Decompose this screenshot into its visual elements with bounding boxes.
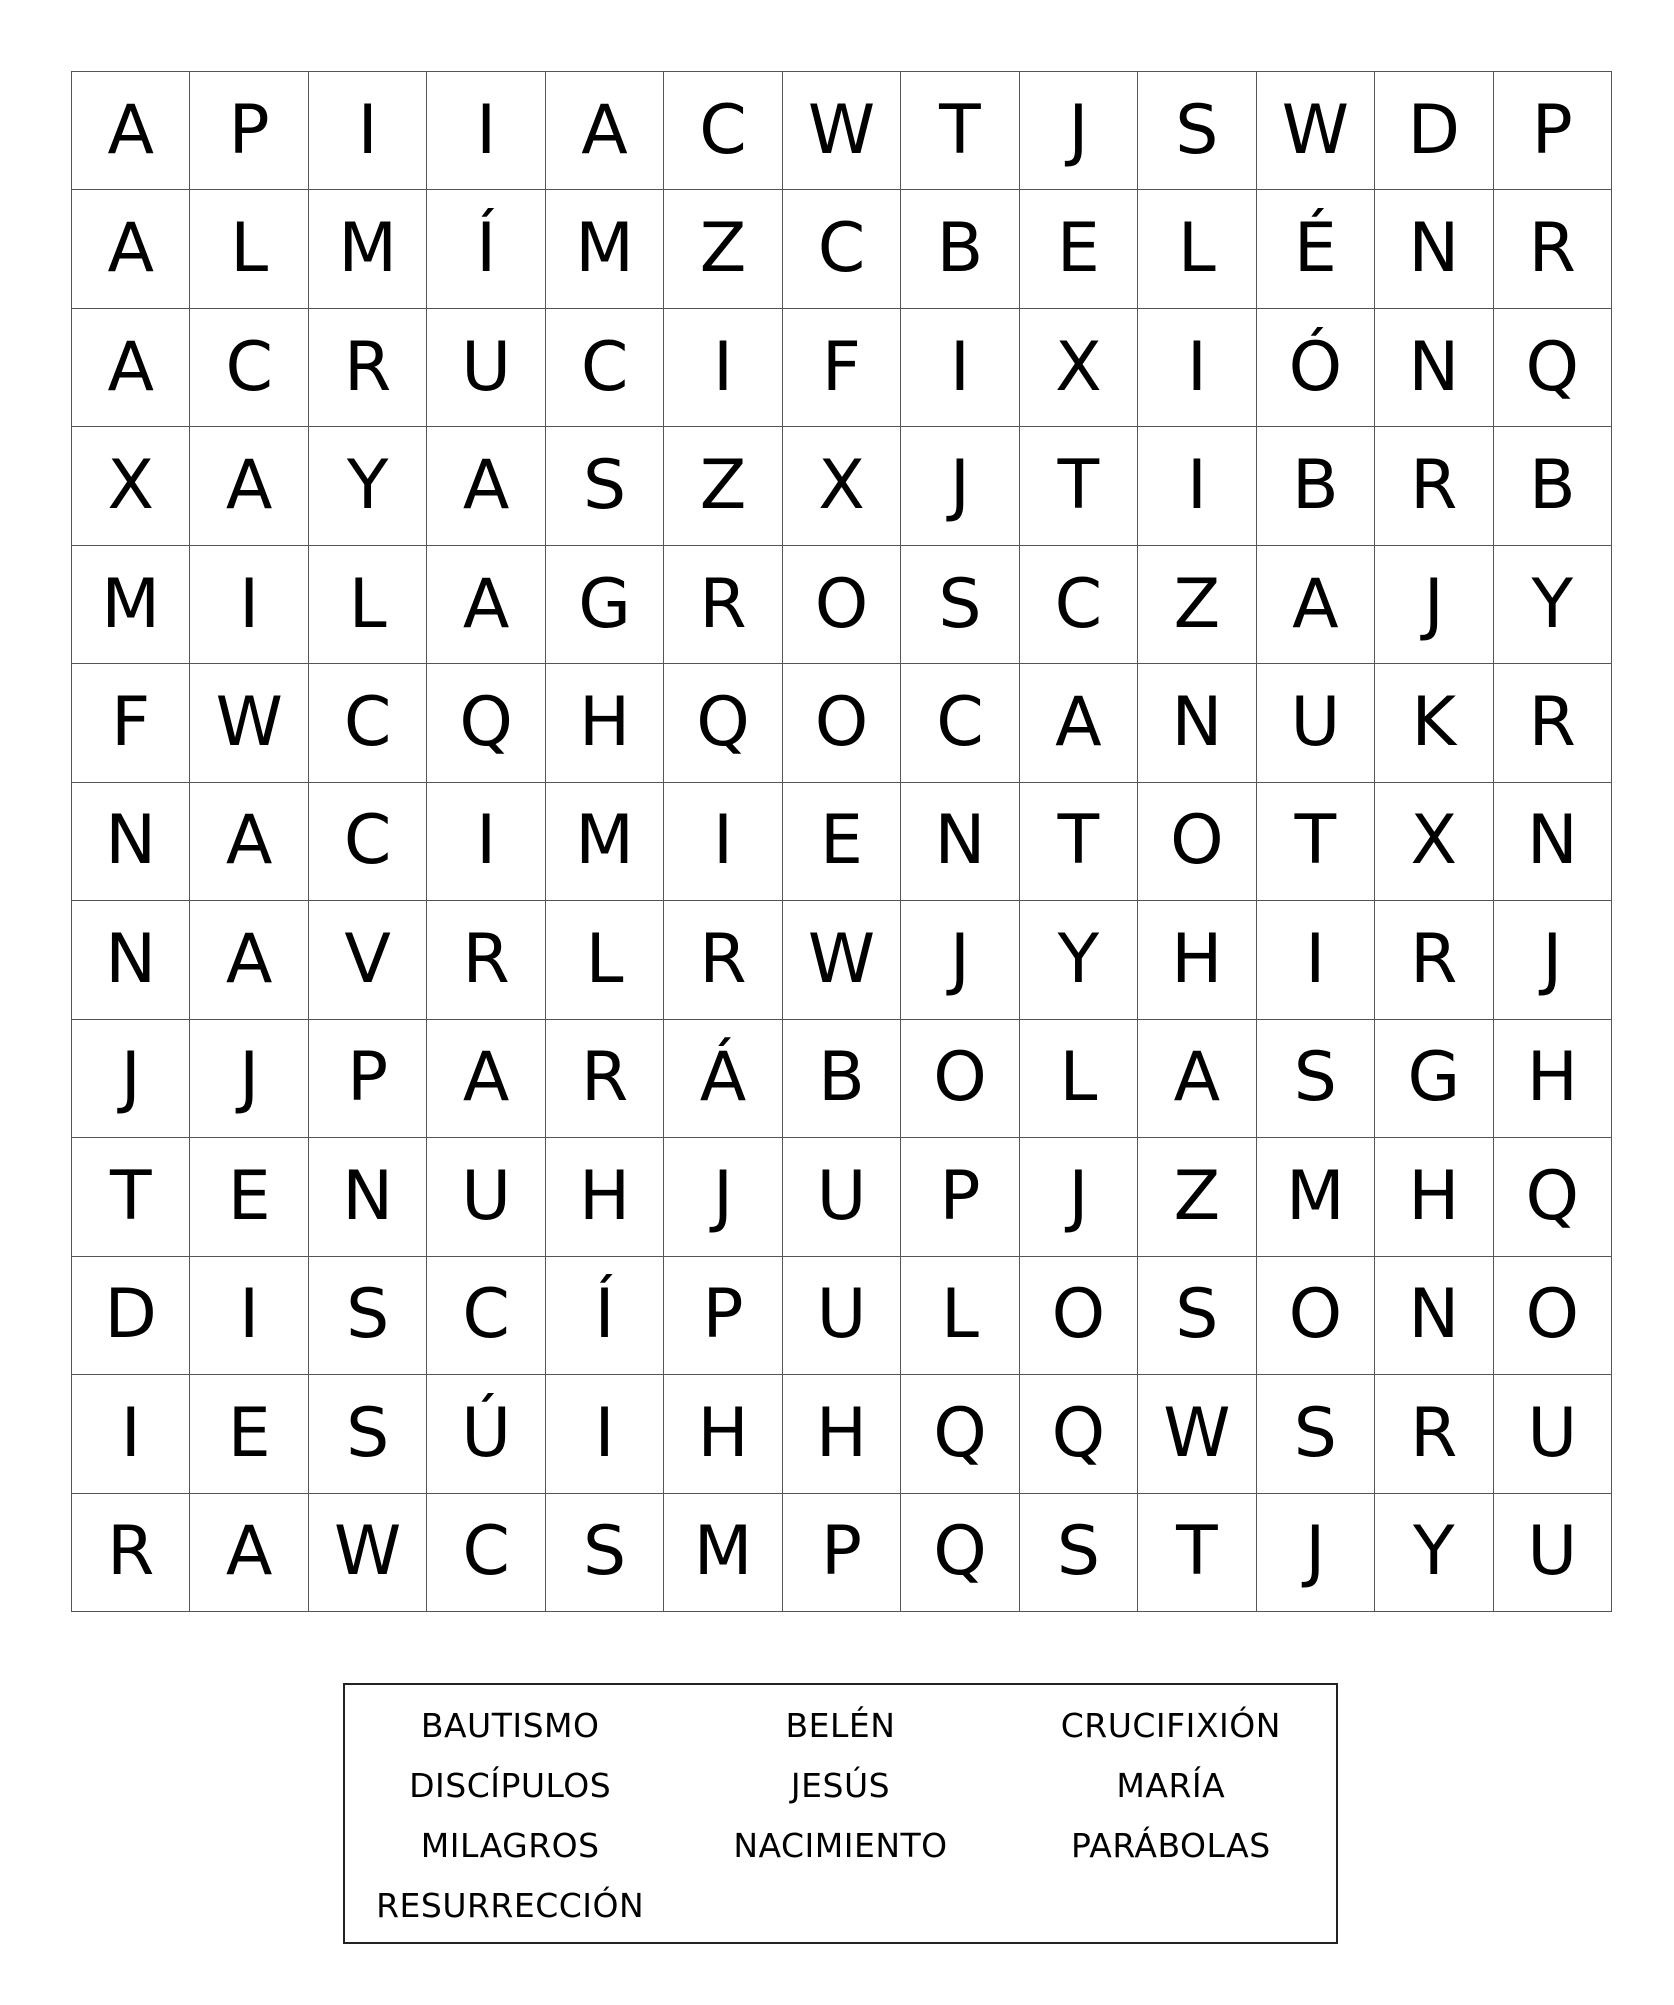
grid-cell[interactable]: U — [1494, 1494, 1612, 1612]
grid-cell[interactable]: Q — [664, 664, 782, 782]
grid-cell[interactable]: S — [1020, 1494, 1138, 1612]
grid-cell[interactable]: C — [783, 190, 901, 308]
grid-cell[interactable]: F — [783, 309, 901, 427]
grid-cell[interactable]: J — [1020, 72, 1138, 190]
grid-cell[interactable]: Ó — [1257, 309, 1375, 427]
grid-cell[interactable]: T — [1020, 783, 1138, 901]
grid-cell[interactable]: O — [1138, 783, 1256, 901]
grid-cell[interactable]: W — [309, 1494, 427, 1612]
grid-cell[interactable]: C — [664, 72, 782, 190]
grid-cell[interactable]: R — [1375, 1375, 1493, 1493]
grid-cell[interactable]: J — [1494, 901, 1612, 1019]
grid-cell[interactable]: S — [309, 1257, 427, 1375]
grid-cell[interactable]: M — [309, 190, 427, 308]
grid-cell[interactable]: H — [1375, 1138, 1493, 1256]
grid-cell[interactable]: I — [664, 309, 782, 427]
grid-cell[interactable]: F — [72, 664, 190, 782]
grid-cell[interactable]: I — [190, 1257, 308, 1375]
grid-cell[interactable]: H — [546, 1138, 664, 1256]
grid-cell[interactable]: C — [309, 783, 427, 901]
grid-cell[interactable]: C — [309, 664, 427, 782]
grid-cell[interactable]: O — [1494, 1257, 1612, 1375]
grid-cell[interactable]: G — [1375, 1020, 1493, 1138]
grid-cell[interactable]: A — [427, 427, 545, 545]
grid-cell[interactable]: I — [546, 1375, 664, 1493]
grid-cell[interactable]: O — [783, 664, 901, 782]
word-list-item: BAUTISMO — [420, 1705, 600, 1745]
word-list-item: CRUCIFIXIÓN — [1060, 1705, 1281, 1745]
grid-cell[interactable]: I — [901, 309, 1019, 427]
grid-cell[interactable]: L — [1138, 190, 1256, 308]
grid-cell[interactable]: R — [546, 1020, 664, 1138]
grid-cell[interactable]: H — [1494, 1020, 1612, 1138]
grid-cell[interactable]: O — [1020, 1257, 1138, 1375]
grid-cell[interactable]: O — [901, 1020, 1019, 1138]
grid-cell[interactable]: J — [901, 901, 1019, 1019]
grid-cell[interactable]: H — [546, 664, 664, 782]
grid-cell[interactable]: L — [901, 1257, 1019, 1375]
grid-cell[interactable]: R — [72, 1494, 190, 1612]
grid-cell[interactable]: U — [1257, 664, 1375, 782]
grid-cell[interactable]: I — [72, 1375, 190, 1493]
grid-cell[interactable]: I — [1257, 901, 1375, 1019]
grid-cell[interactable]: Y — [1020, 901, 1138, 1019]
grid-cell[interactable]: S — [546, 427, 664, 545]
grid-cell[interactable]: A — [190, 427, 308, 545]
grid-cell[interactable]: J — [1375, 546, 1493, 664]
grid-cell[interactable]: X — [783, 427, 901, 545]
grid-cell[interactable]: W — [783, 901, 901, 1019]
grid-cell[interactable]: L — [309, 546, 427, 664]
grid-cell[interactable]: C — [901, 664, 1019, 782]
grid-cell[interactable]: A — [72, 190, 190, 308]
grid-cell[interactable]: A — [427, 1020, 545, 1138]
grid-cell[interactable]: Q — [1494, 309, 1612, 427]
grid-cell[interactable]: A — [1138, 1020, 1256, 1138]
grid-cell[interactable]: R — [1375, 427, 1493, 545]
grid-cell[interactable]: A — [427, 546, 545, 664]
grid-cell[interactable]: Q — [901, 1375, 1019, 1493]
grid-cell[interactable]: Z — [1138, 1138, 1256, 1256]
grid-cell[interactable]: X — [1020, 309, 1138, 427]
grid-cell[interactable]: N — [901, 783, 1019, 901]
grid-cell[interactable]: N — [1494, 783, 1612, 901]
grid-cell[interactable]: P — [901, 1138, 1019, 1256]
letter-grid — [71, 71, 1612, 1612]
grid-cell[interactable]: Í — [427, 190, 545, 308]
grid-cell[interactable]: L — [1020, 1020, 1138, 1138]
grid-cell[interactable]: N — [72, 901, 190, 1019]
grid-cell[interactable]: L — [190, 190, 308, 308]
grid-cell[interactable]: S — [1257, 1375, 1375, 1493]
grid-cell[interactable]: J — [72, 1020, 190, 1138]
grid-cell[interactable]: P — [783, 1494, 901, 1612]
grid-cell[interactable]: A — [546, 72, 664, 190]
grid-cell[interactable]: U — [427, 1138, 545, 1256]
grid-cell[interactable]: I — [309, 72, 427, 190]
grid-cell[interactable]: N — [72, 783, 190, 901]
grid-cell[interactable]: S — [309, 1375, 427, 1493]
grid-cell[interactable]: P — [309, 1020, 427, 1138]
word-list-item: PARÁBOLAS — [1070, 1825, 1271, 1865]
grid-cell[interactable]: B — [1257, 427, 1375, 545]
grid-cell[interactable]: P — [190, 72, 308, 190]
grid-cell[interactable]: H — [664, 1375, 782, 1493]
grid-cell[interactable]: Z — [1138, 546, 1256, 664]
grid-cell[interactable]: M — [546, 190, 664, 308]
grid-cell[interactable]: J — [1020, 1138, 1138, 1256]
grid-cell[interactable]: E — [783, 783, 901, 901]
grid-cell[interactable]: Z — [664, 427, 782, 545]
grid-cell[interactable]: N — [1375, 1257, 1493, 1375]
word-list-item: MARÍA — [1116, 1765, 1226, 1805]
grid-cell[interactable]: C — [1020, 546, 1138, 664]
grid-cell[interactable]: H — [1138, 901, 1256, 1019]
grid-cell[interactable]: A — [1020, 664, 1138, 782]
grid-cell[interactable]: T — [1138, 1494, 1256, 1612]
grid-cell[interactable]: M — [72, 546, 190, 664]
grid-cell[interactable]: Q — [1494, 1138, 1612, 1256]
grid-cell[interactable]: I — [664, 783, 782, 901]
grid-cell[interactable]: S — [901, 546, 1019, 664]
grid-cell[interactable]: V — [309, 901, 427, 1019]
word-list-item: DISCÍPULOS — [409, 1765, 612, 1805]
grid-cell[interactable]: M — [1257, 1138, 1375, 1256]
grid-cell[interactable]: R — [1494, 190, 1612, 308]
grid-cell[interactable]: N — [1375, 190, 1493, 308]
grid-cell[interactable]: P — [664, 1257, 782, 1375]
grid-cell[interactable]: Í — [546, 1257, 664, 1375]
grid-cell[interactable]: N — [1375, 309, 1493, 427]
grid-cell[interactable]: Y — [1494, 546, 1612, 664]
grid-cell[interactable]: E — [190, 1138, 308, 1256]
grid-cell[interactable]: Q — [901, 1494, 1019, 1612]
grid-cell[interactable]: H — [783, 1375, 901, 1493]
grid-cell[interactable]: U — [427, 309, 545, 427]
grid-cell[interactable]: J — [190, 1020, 308, 1138]
grid-cell[interactable]: W — [783, 72, 901, 190]
grid-cell[interactable]: N — [309, 1138, 427, 1256]
grid-cell[interactable]: Q — [427, 664, 545, 782]
grid-cell[interactable]: I — [427, 783, 545, 901]
grid-cell[interactable]: J — [901, 427, 1019, 545]
grid-cell[interactable]: Á — [664, 1020, 782, 1138]
grid-cell[interactable]: R — [427, 901, 545, 1019]
grid-cell[interactable]: C — [546, 309, 664, 427]
grid-cell[interactable]: E — [190, 1375, 308, 1493]
grid-cell[interactable]: Y — [1375, 1494, 1493, 1612]
grid-cell[interactable]: R — [664, 901, 782, 1019]
word-list — [343, 1683, 1338, 1944]
grid-cell[interactable]: A — [72, 309, 190, 427]
grid-cell[interactable]: M — [546, 783, 664, 901]
grid-cell[interactable]: X — [1375, 783, 1493, 901]
grid-cell[interactable]: A — [190, 901, 308, 1019]
grid-cell[interactable]: R — [309, 309, 427, 427]
grid-cell[interactable]: I — [1138, 309, 1256, 427]
grid-cell[interactable]: O — [783, 546, 901, 664]
grid-cell[interactable]: R — [664, 546, 782, 664]
grid-cell[interactable]: Q — [1020, 1375, 1138, 1493]
grid-cell[interactable]: P — [1494, 72, 1612, 190]
grid-cell[interactable]: A — [190, 1494, 308, 1612]
grid-cell[interactable]: D — [72, 1257, 190, 1375]
grid-cell[interactable]: B — [901, 190, 1019, 308]
grid-cell[interactable]: I — [427, 72, 545, 190]
grid-cell[interactable]: S — [1138, 1257, 1256, 1375]
word-list-item: MILAGROS — [420, 1825, 600, 1865]
grid-cell[interactable]: R — [1375, 901, 1493, 1019]
grid-cell[interactable]: Y — [309, 427, 427, 545]
grid-cell[interactable]: C — [427, 1257, 545, 1375]
grid-cell[interactable]: K — [1375, 664, 1493, 782]
grid-cell[interactable]: T — [901, 72, 1019, 190]
grid-cell[interactable]: J — [1257, 1494, 1375, 1612]
grid-cell[interactable]: L — [546, 901, 664, 1019]
grid-cell[interactable]: B — [783, 1020, 901, 1138]
grid-cell[interactable]: N — [1138, 664, 1256, 782]
grid-cell[interactable]: W — [1138, 1375, 1256, 1493]
grid-cell[interactable]: Ú — [427, 1375, 545, 1493]
grid-cell[interactable]: C — [427, 1494, 545, 1612]
word-list-item: NACIMIENTO — [733, 1825, 948, 1865]
word-list-item: JESÚS — [790, 1765, 891, 1805]
word-list-item: RESURRECCIÓN — [376, 1885, 645, 1925]
grid-cell[interactable]: J — [664, 1138, 782, 1256]
grid-cell[interactable]: T — [1020, 427, 1138, 545]
grid-cell[interactable]: A — [1257, 546, 1375, 664]
grid-cell[interactable]: R — [1494, 664, 1612, 782]
grid-cell[interactable]: S — [1257, 1020, 1375, 1138]
grid-cell[interactable]: C — [190, 309, 308, 427]
grid-cell[interactable]: X — [72, 427, 190, 545]
grid-cell[interactable]: G — [546, 546, 664, 664]
grid-cell[interactable]: U — [783, 1257, 901, 1375]
grid-cell[interactable]: D — [1375, 72, 1493, 190]
grid-cell[interactable]: B — [1494, 427, 1612, 545]
grid-cell[interactable]: E — [1020, 190, 1138, 308]
grid-cell[interactable]: W — [1257, 72, 1375, 190]
grid-cell[interactable]: A — [190, 783, 308, 901]
grid-cell[interactable]: I — [1138, 427, 1256, 545]
grid-cell[interactable]: T — [1257, 783, 1375, 901]
grid-cell[interactable]: Z — [664, 190, 782, 308]
word-list-item: BELÉN — [785, 1705, 896, 1745]
grid-cell[interactable]: I — [190, 546, 308, 664]
grid-cell[interactable]: M — [664, 1494, 782, 1612]
grid-cell[interactable]: S — [546, 1494, 664, 1612]
grid-cell[interactable]: U — [783, 1138, 901, 1256]
grid-cell[interactable]: É — [1257, 190, 1375, 308]
grid-cell[interactable]: U — [1494, 1375, 1612, 1493]
grid-cell[interactable]: O — [1257, 1257, 1375, 1375]
grid-cell[interactable]: S — [1138, 72, 1256, 190]
grid-cell[interactable]: T — [72, 1138, 190, 1256]
grid-cell[interactable]: W — [190, 664, 308, 782]
grid-cell[interactable]: A — [72, 72, 190, 190]
